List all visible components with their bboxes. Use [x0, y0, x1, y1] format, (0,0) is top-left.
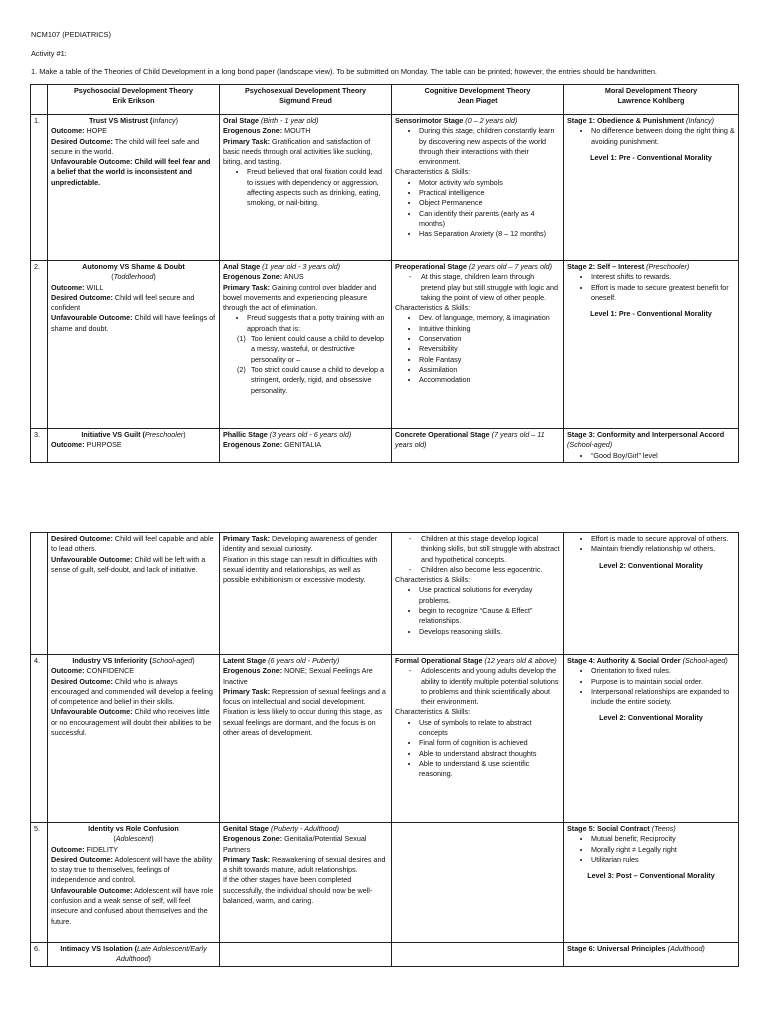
list-item: • Utilitarian rules	[591, 855, 735, 865]
stage-title: Stage 3: Conformity and Interpersonal Accord (School-aged)	[567, 430, 725, 450]
course-title: NCM107 (PEDIATRICS)	[31, 30, 111, 39]
skills-label: Characteristics & Skills:	[395, 167, 471, 177]
erikson-cell	[48, 943, 220, 967]
list-item: • Freud suggests that a potty training with an approach that is:	[247, 313, 388, 334]
list-item: • Dev. of language, memory, & imagination	[419, 313, 560, 323]
list-item: - Children at this stage develop logical thinking skills, but still struggle with abstract and hypothetical concepts.	[409, 534, 560, 565]
freud-cell	[220, 115, 392, 261]
table-header-row	[31, 85, 739, 115]
freud-cell	[220, 533, 392, 655]
kohlberg-notes	[567, 272, 735, 303]
morality-level: Level 1: Pre - Conventional Morality	[590, 309, 712, 319]
row-number: 2.	[31, 261, 48, 429]
stage-title: Autonomy VS Shame & Doubt	[82, 262, 185, 271]
row-number	[31, 533, 48, 655]
list-item: • Reversibility	[419, 344, 560, 354]
list-item: • Mutual benefit; Reciprocity	[591, 834, 735, 844]
column-title: Psychosexual Development Theory	[244, 86, 367, 95]
row-number: 5.	[31, 823, 48, 943]
list-item: • Accommodation	[419, 375, 560, 385]
skills-label: Characteristics & Skills:	[395, 575, 471, 585]
erikson-cell	[48, 823, 220, 943]
freud-cell	[220, 943, 392, 967]
freud-cell	[220, 655, 392, 823]
stage-age: (Toddlerhood)	[111, 272, 156, 282]
list-item: • Role Fantasy	[419, 355, 560, 365]
freud-header	[220, 85, 392, 115]
kohlberg-notes	[567, 451, 735, 461]
table-row	[31, 429, 739, 463]
kohlberg-cell	[564, 655, 739, 823]
erikson-header	[48, 85, 220, 115]
table-row	[31, 261, 739, 429]
morality-level: Level 2: Conventional Morality	[599, 560, 703, 570]
piaget-header	[392, 85, 564, 115]
theories-table-page-2	[30, 532, 739, 967]
stage-title: Trust VS Mistrust (Infancy)	[88, 116, 179, 125]
stage-title: Identity vs Role Confusion	[88, 824, 179, 833]
primary-task: Primary Task: Developing awareness of gender identity and sexual curiosity.	[223, 534, 378, 554]
column-author: Erik Erikson	[112, 96, 155, 106]
list-item: • Intuitive thinking	[419, 324, 560, 334]
stage-title: Latent Stage (6 years old - Puberty)	[223, 656, 340, 665]
erikson-cell	[48, 533, 220, 655]
stage-title: Genital Stage (Puberty - Adulthood)	[223, 824, 339, 833]
stage-title: Stage 1: Obedience & Punishment (Infancy)	[567, 116, 714, 125]
unfavourable-outcome: Unfavourable Outcome: Child will feel fear and a belief that the world is inconsistent and unpredictable.	[51, 157, 211, 187]
stage-title: Preoperational Stage (2 years old – 7 years old)	[395, 262, 553, 271]
desired-outcome: Desired Outcome: Adolescent will have the ability to stay true to themselves, feelings of independence and control.	[51, 854, 213, 885]
primary-task: Primary Task: Gratification and satisfaction of basic needs through oral activities like sucking, biting, and tasting.	[223, 136, 373, 167]
activity-label: Activity #1:	[31, 49, 67, 58]
piaget-cell	[392, 533, 564, 655]
morality-level: Level 2: Conventional Morality	[599, 713, 703, 723]
stage-age: (Adolescent)	[113, 834, 154, 844]
freud-notes	[223, 313, 388, 334]
kohlberg-notes	[567, 666, 735, 707]
list-item: (2) Too strict could cause a child to develop a stringent, orderly, rigid, and obsessive personality.	[237, 364, 385, 395]
piaget-notes	[395, 272, 560, 303]
table-row	[31, 533, 739, 655]
stage-title: Stage 5: Social Contract (Teens)	[567, 824, 676, 833]
list-item: • Develops reasoning skills.	[419, 627, 560, 637]
skills-label: Characteristics & Skills:	[395, 303, 471, 313]
fixation-note: Fixation is less likely to occur during this stage, as sexual feelings are dormant, and the focus is on other areas of development.	[223, 707, 382, 738]
list-item: • Use of symbols to relate to abstract concepts	[419, 718, 560, 739]
kohlberg-notes	[567, 126, 735, 147]
kohlberg-cell	[564, 533, 739, 655]
erikson-cell	[48, 261, 220, 429]
outcome: Outcome: HOPE	[51, 126, 107, 136]
list-item: (1) Too lenient could cause a child to develop a messy, wasteful, or destructive personality or –	[237, 334, 385, 364]
morality-level: Level 3: Post – Conventional Morality	[587, 871, 715, 881]
piaget-cell	[392, 261, 564, 429]
table-row	[31, 943, 739, 967]
column-author: Jean Piaget	[457, 96, 498, 106]
list-item: • During this stage, children constantly learn by discovering new aspects of the world through their interactions with their environment.	[419, 126, 560, 167]
list-item: • Can identify their parents (early as 4 months)	[419, 209, 560, 230]
table-row	[31, 655, 739, 823]
desired-outcome: Desired Outcome: Child will feel capable and able to lead others.	[51, 534, 214, 554]
piaget-cell	[392, 429, 564, 463]
unfavourable-outcome: Unfavourable Outcome: Child will be left with a sense of guilt, self-doubt, and lack of initiative.	[51, 554, 206, 574]
column-author: Lawrence Kohlberg	[617, 96, 685, 106]
piaget-cell	[392, 115, 564, 261]
row-number: 6.	[31, 943, 48, 967]
list-item: • Motor activity w/o symbols	[419, 178, 560, 188]
list-item: • No difference between doing the right thing & avoiding punishment.	[591, 126, 735, 147]
list-item: • Orientation to fixed rules.	[591, 666, 735, 676]
primary-task: Primary Task: Repression of sexual feelings and a focus on intellectual and social development.	[223, 686, 386, 707]
column-author: Sigmund Freud	[279, 96, 332, 106]
theories-table-page-1	[30, 84, 739, 463]
list-item: • Assimilation	[419, 365, 560, 375]
list-item: • Conservation	[419, 334, 560, 344]
outcome: Outcome: CONFIDENCE	[51, 666, 135, 676]
column-title: Psychosocial Development Theory	[73, 86, 194, 95]
fixation-note: Fixation in this stage can result in difficulties with sexual identity and relationships, as well as possible exhibitionism or excessive modesty.	[223, 554, 378, 585]
kohlberg-cell	[564, 823, 739, 943]
unfavourable-outcome: Unfavourable Outcome: Adolescent will have role confusion and a weak sense of self, will feel insecure and confused about themselves and the future.	[51, 885, 214, 926]
row-number: 3.	[31, 429, 48, 463]
list-item: • Able to understand & use scientific reasoning.	[419, 759, 560, 780]
piaget-cell	[392, 943, 564, 967]
list-item: • Morally right ≠ Legally right	[591, 845, 735, 855]
stage-title: Sensorimotor Stage (0 – 2 years old)	[395, 116, 518, 125]
piaget-cell	[392, 655, 564, 823]
kohlberg-cell	[564, 115, 739, 261]
stage-title: Industry VS Inferiority (School-aged)	[72, 656, 195, 665]
erogenous-zone: Erogenous Zone: MOUTH	[223, 126, 311, 136]
desired-outcome: Desired Outcome: The child will feel safe and secure in the world.	[51, 136, 200, 156]
freud-cell	[220, 823, 392, 943]
instruction-text: 1. Make a table of the Theories of Child Development in a long bond paper (landscape view). To be submitted on Monday. The table can be printed; however, the entries should be handwritten.	[31, 67, 657, 76]
freud-cell	[220, 429, 392, 463]
table-row	[31, 115, 739, 261]
erikson-cell	[48, 429, 220, 463]
erikson-cell	[48, 655, 220, 823]
list-item: - Adolescents and young adults develop the ability to identify multiple potential solutions to problems and think scientifically about their environment.	[409, 666, 560, 707]
row-number: 4.	[31, 655, 48, 823]
piaget-notes	[395, 666, 560, 707]
list-item: • Interpersonal relationships are expanded to include the entire society.	[591, 687, 735, 708]
list-item: • Purpose is to maintain social order.	[591, 677, 735, 687]
stage-title: Phallic Stage (3 years old - 6 years old)	[223, 430, 352, 439]
list-item: - Children also become less egocentric.	[409, 565, 560, 575]
list-item: • Effort is made to secure approval of others.	[591, 534, 735, 544]
kohlberg-header	[564, 85, 739, 115]
freud-notes	[223, 167, 388, 208]
erogenous-zone: Erogenous Zone: GENITALIA	[223, 440, 322, 450]
outcome: Outcome: FIDELITY	[51, 844, 119, 854]
stage-title: Stage 2: Self – Interest (Preschooler)	[567, 262, 690, 271]
stage-title: Formal Operational Stage (12 years old & above)	[395, 656, 557, 665]
list-item: • Able to understand abstract thoughts	[419, 749, 560, 759]
skills-list	[395, 178, 560, 240]
piaget-notes	[395, 534, 560, 575]
kohlberg-cell	[564, 943, 739, 967]
list-item: • Use practical solutions for everyday problems.	[419, 585, 560, 606]
list-item: • Effort is made to secure greatest benefit for oneself.	[591, 283, 735, 304]
erikson-cell	[48, 115, 220, 261]
stage-title: Stage 4: Authority & Social Order (School-aged)	[567, 656, 728, 665]
list-item: • “Good Boy/Girl” level	[591, 451, 735, 461]
piaget-cell	[392, 823, 564, 943]
desired-outcome: Desired Outcome: Child will feel secure and confident	[51, 292, 195, 313]
list-item: • Freud believed that oral fixation could lead to issues with dependency or aggression, affecting aspects such as drinking, eating, smoking, or nail-biting.	[247, 167, 388, 208]
piaget-notes	[395, 126, 560, 167]
stage-title: Oral Stage (Birth - 1 year old)	[223, 116, 319, 125]
kohlberg-notes	[567, 834, 735, 865]
kohlberg-cell	[564, 429, 739, 463]
kohlberg-notes	[567, 534, 735, 555]
skills-label: Characteristics & Skills:	[395, 707, 471, 717]
skills-list	[395, 585, 560, 636]
list-item: • Object Permanence	[419, 198, 560, 208]
stage-title: Initiative VS Guilt (Preschooler)	[81, 430, 186, 439]
stage-title: Intimacy VS Isolation (Late Adolescent/Early Adulthood)	[60, 944, 207, 964]
fixation-note: If the other stages have been completed successfully, the individual should now be well-balanced, warm, and caring.	[223, 875, 373, 906]
table-row	[31, 823, 739, 943]
column-title: Cognitive Development Theory	[424, 86, 531, 95]
skills-list	[395, 718, 560, 780]
morality-level: Level 1: Pre - Conventional Morality	[590, 152, 712, 162]
list-item: • Has Separation Anxiety (8 – 12 months)	[419, 229, 560, 239]
list-item: • Maintain friendly relationship w/ others.	[591, 544, 735, 554]
erogenous-zone: Erogenous Zone: ANUS	[223, 272, 304, 282]
stage-title: Anal Stage (1 year old - 3 years old)	[223, 262, 341, 271]
stage-title: Stage 6: Universal Principles (Adulthood)	[567, 944, 705, 953]
erogenous-zone: Erogenous Zone: Genitalia/Potential Sexual Partners	[223, 834, 367, 854]
primary-task: Primary Task: Gaining control over bladder and bowel movements and experiencing pleasure through the act of elimination.	[223, 282, 377, 313]
desired-outcome: Desired Outcome: Child who is always encouraged and commended will develop a feeling of competence and belief in their skills.	[51, 676, 213, 707]
num-header	[31, 85, 48, 115]
list-item: - At this stage, children learn through pretend play but still struggle with logic and taking the point of view of other people.	[409, 272, 560, 303]
row-number: 1.	[31, 115, 48, 261]
primary-task: Primary Task: Reawakening of sexual desires and a shift towards mature, adult relationships.	[223, 854, 386, 875]
list-item: • Interest shifts to rewards.	[591, 272, 735, 282]
stage-title: Concrete Operational Stage (7 years old – 11 years old)	[395, 430, 545, 450]
list-item: • Practical intelligence	[419, 188, 560, 198]
outcome: Outcome: PURPOSE	[51, 440, 122, 450]
column-title: Moral Development Theory	[604, 86, 698, 95]
skills-list	[395, 313, 560, 385]
freud-sub-list	[223, 334, 388, 396]
list-item: • begin to recognize “Cause & Effect” relationships.	[419, 606, 560, 627]
kohlberg-cell	[564, 261, 739, 429]
freud-cell	[220, 261, 392, 429]
erogenous-zone: Erogenous Zone: NONE; Sexual Feelings Are Inactive	[223, 666, 373, 686]
unfavourable-outcome: Unfavourable Outcome: Child will have feelings of shame and doubt.	[51, 313, 216, 333]
list-item: • Final form of cognition is achieved	[419, 738, 560, 748]
unfavourable-outcome: Unfavourable Outcome: Child who receives little or no encouragement will doubt their abilities to be successful.	[51, 707, 212, 738]
outcome: Outcome: WILL	[51, 282, 104, 292]
